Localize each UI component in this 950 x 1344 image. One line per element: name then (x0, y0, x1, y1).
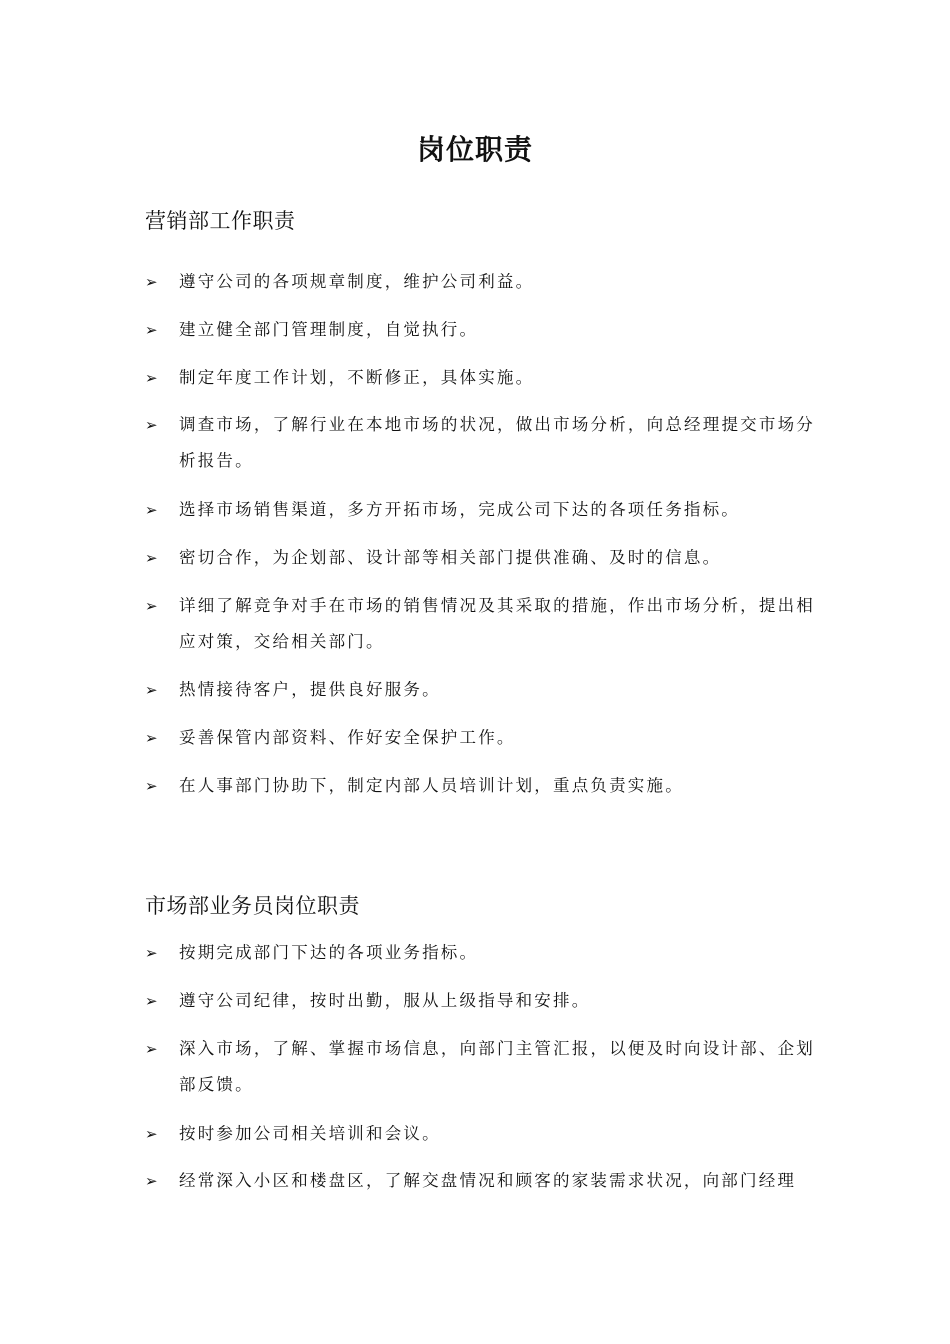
section-heading-sales-rep: 市场部业务员岗位职责 (145, 894, 360, 918)
list-item-text: 热情接待客户，提供良好服务。 (179, 680, 441, 699)
list-item-text: 建立健全部门管理制度，自觉执行。 (179, 320, 479, 339)
list-item (145, 1116, 815, 1152)
arrow-bullet-icon: ➢ (145, 321, 158, 339)
list-item (145, 1031, 815, 1103)
section-heading-marketing: 营销部工作职责 (145, 209, 296, 233)
list-item-text: 调查市场，了解行业在本地市场的状况，做出市场分析，向总经理提交市场分析报告。 (179, 415, 815, 470)
list-item (145, 312, 815, 348)
arrow-bullet-icon: ➢ (145, 369, 158, 387)
arrow-bullet-icon: ➢ (145, 729, 158, 747)
arrow-bullet-icon: ➢ (145, 681, 158, 699)
list-item (145, 264, 815, 300)
list-item-text: 遵守公司纪律，按时出勤，服从上级指导和安排。 (179, 991, 591, 1010)
list-item-text: 经常深入小区和楼盘区，了解交盘情况和顾客的家装需求状况，向部门经理 (179, 1171, 797, 1190)
arrow-bullet-icon: ➢ (145, 1125, 158, 1143)
arrow-bullet-icon: ➢ (145, 1040, 158, 1058)
arrow-bullet-icon: ➢ (145, 273, 158, 291)
list-item-text: 遵守公司的各项规章制度，维护公司利益。 (179, 272, 535, 291)
arrow-bullet-icon: ➢ (145, 416, 158, 434)
arrow-bullet-icon: ➢ (145, 992, 158, 1010)
arrow-bullet-icon: ➢ (145, 597, 158, 615)
list-item (145, 540, 815, 576)
arrow-bullet-icon: ➢ (145, 777, 158, 795)
arrow-bullet-icon: ➢ (145, 501, 158, 519)
list-item-text: 按时参加公司相关培训和会议。 (179, 1124, 441, 1143)
list-item (145, 492, 815, 528)
list-item (145, 360, 815, 396)
list-item-text: 选择市场销售渠道，多方开拓市场，完成公司下达的各项任务指标。 (179, 500, 740, 519)
list-item (145, 768, 815, 804)
arrow-bullet-icon: ➢ (145, 1172, 158, 1190)
list-item (145, 1163, 815, 1199)
list-item (145, 672, 815, 708)
list-item-text: 深入市场，了解、掌握市场信息，向部门主管汇报，以便及时向设计部、企划部反馈。 (179, 1039, 815, 1094)
list-item (145, 983, 815, 1019)
list-item-text: 密切合作，为企划部、设计部等相关部门提供准确、及时的信息。 (179, 548, 722, 567)
list-item (145, 588, 815, 660)
list-item-text: 在人事部门协助下，制定内部人员培训计划，重点负责实施。 (179, 776, 684, 795)
list-item-text: 制定年度工作计划，不断修正，具体实施。 (179, 368, 535, 387)
list-item-text: 详细了解竞争对手在市场的销售情况及其采取的措施，作出市场分析，提出相应对策，交给相关部门。 (179, 596, 815, 651)
page-title: 岗位职责 (416, 133, 533, 166)
list-item (145, 407, 815, 479)
list-item-text: 按期完成部门下达的各项业务指标。 (179, 943, 479, 962)
arrow-bullet-icon: ➢ (145, 944, 158, 962)
list-item-text: 妥善保管内部资料、作好安全保护工作。 (179, 728, 516, 747)
list-item (145, 935, 815, 971)
list-item (145, 720, 815, 756)
arrow-bullet-icon: ➢ (145, 549, 158, 567)
